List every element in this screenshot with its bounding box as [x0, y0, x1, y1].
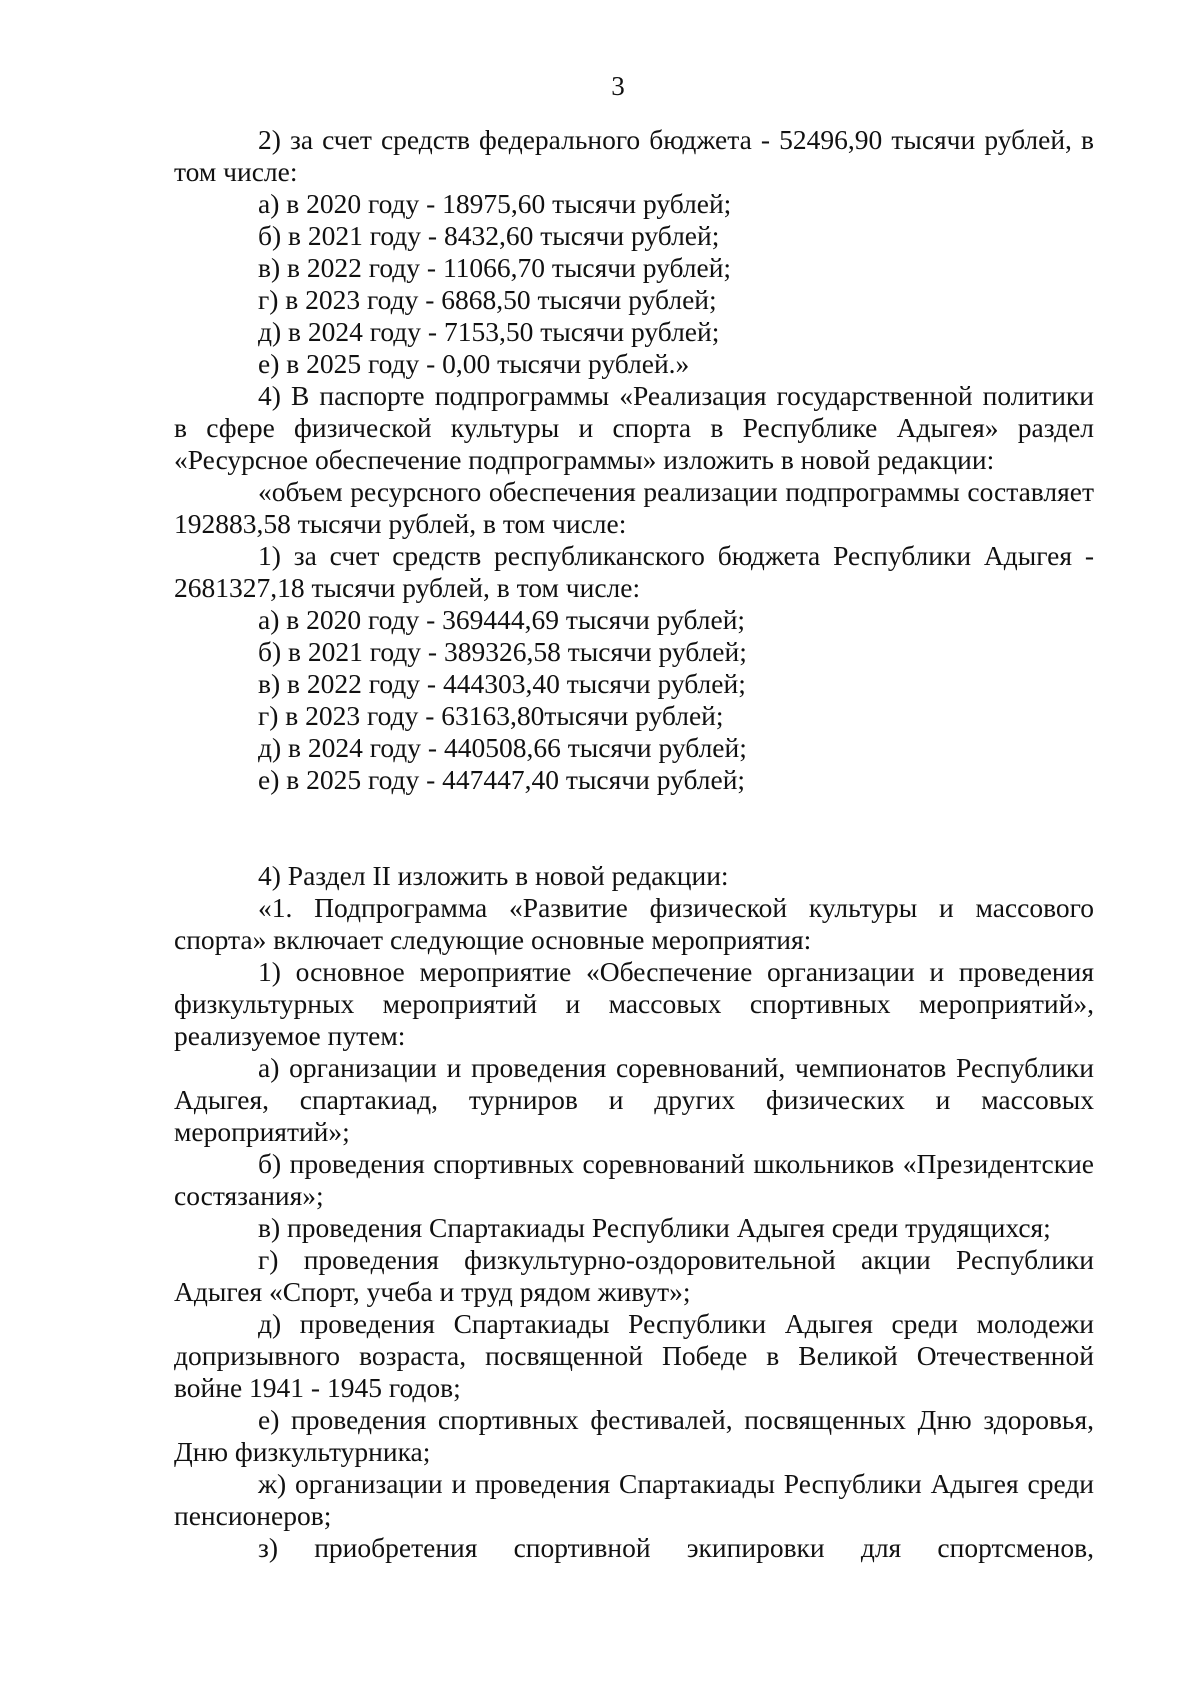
- document-body: [174, 124, 1094, 1564]
- list-item: а) в 2020 году - 369444,69 тысячи рублей;: [258, 604, 746, 635]
- word: для: [860, 1532, 902, 1563]
- list-item: г) проведения физкультурно-оздоровительной акции Республики Адыгея «Спорт, учеба и труд рядом живут»;: [174, 1244, 1094, 1307]
- paragraph: «1. Подпрограмма «Развитие физической культуры и массового спорта» включает следующие основные мероприятия:: [174, 892, 1094, 955]
- paragraph: 4) В паспорте подпрограммы «Реализация государственной политики в сфере физической культуры и спорта в Республике Адыгея» раздел «Ресурсное обеспечение подпрограммы» изложить в новой редакции:: [174, 380, 1094, 475]
- list-item: е) в 2025 году - 0,00 тысячи рублей.»: [258, 348, 690, 379]
- list-item: б) в 2021 году - 389326,58 тысячи рублей;: [258, 636, 747, 667]
- paragraph: «объем ресурсного обеспечения реализации подпрограммы составляет 192883,58 тысячи рублей, в том числе:: [174, 476, 1094, 539]
- last-line: [174, 1532, 1094, 1564]
- paragraph: 4) Раздел II изложить в новой редакции:: [258, 860, 729, 891]
- paragraph: 1) за счет средств республиканского бюджета Республики Адыгея - 2681327,18 тысячи рублей, в том числе:: [174, 540, 1094, 603]
- list-item: ж) организации и проведения Спартакиады Республики Адыгея среди пенсионеров;: [174, 1468, 1094, 1531]
- paragraph: 1) основное мероприятие «Обеспечение организации и проведения физкультурных мероприятий и массовых спортивных мероприятий», реализуемое путем:: [174, 956, 1094, 1051]
- word: приобретения: [314, 1532, 478, 1563]
- list-item: г) в 2023 году - 6868,50 тысячи рублей;: [258, 284, 717, 315]
- list-item: б) в 2021 году - 8432,60 тысячи рублей;: [258, 220, 720, 251]
- list-item: а) организации и проведения соревнований, чемпионатов Республики Адыгея, спартакиад, турниров и других физических и массовых мероприятий»;: [174, 1052, 1094, 1147]
- list-item: в) в 2022 году - 11066,70 тысячи рублей;: [258, 252, 732, 283]
- paragraph: 2) за счет средств федерального бюджета - 52496,90 тысячи рублей, в том числе:: [174, 124, 1094, 187]
- list-item: в) в 2022 году - 444303,40 тысячи рублей;: [258, 668, 746, 699]
- word: экипировки: [686, 1532, 825, 1563]
- page-number: 3: [611, 71, 625, 101]
- list-item: а) в 2020 году - 18975,60 тысячи рублей;: [258, 188, 732, 219]
- blank-space: [174, 796, 1094, 860]
- list-item: в) проведения Спартакиады Республики Адыгея среди трудящихся;: [258, 1212, 1051, 1243]
- list-item: д) проведения Спартакиады Республики Адыгея среди молодежи допризывного возраста, посвященной Победе в Великой Отечественной войне 1941 - 1945 годов;: [174, 1308, 1094, 1403]
- word: спортивной: [513, 1532, 651, 1563]
- list-item: д) в 2024 году - 440508,66 тысячи рублей;: [258, 732, 747, 763]
- word: з): [258, 1532, 279, 1563]
- word: спортсменов,: [937, 1532, 1094, 1563]
- list-item: е) проведения спортивных фестивалей, посвященных Дню здоровья, Дню физкультурника;: [174, 1404, 1094, 1467]
- list-item: б) проведения спортивных соревнований школьников «Президентские состязания»;: [174, 1148, 1094, 1211]
- list-item: д) в 2024 году - 7153,50 тысячи рублей;: [258, 316, 720, 347]
- list-item: г) в 2023 году - 63163,80тысячи рублей;: [258, 700, 724, 731]
- list-item: е) в 2025 году - 447447,40 тысячи рублей;: [258, 764, 746, 795]
